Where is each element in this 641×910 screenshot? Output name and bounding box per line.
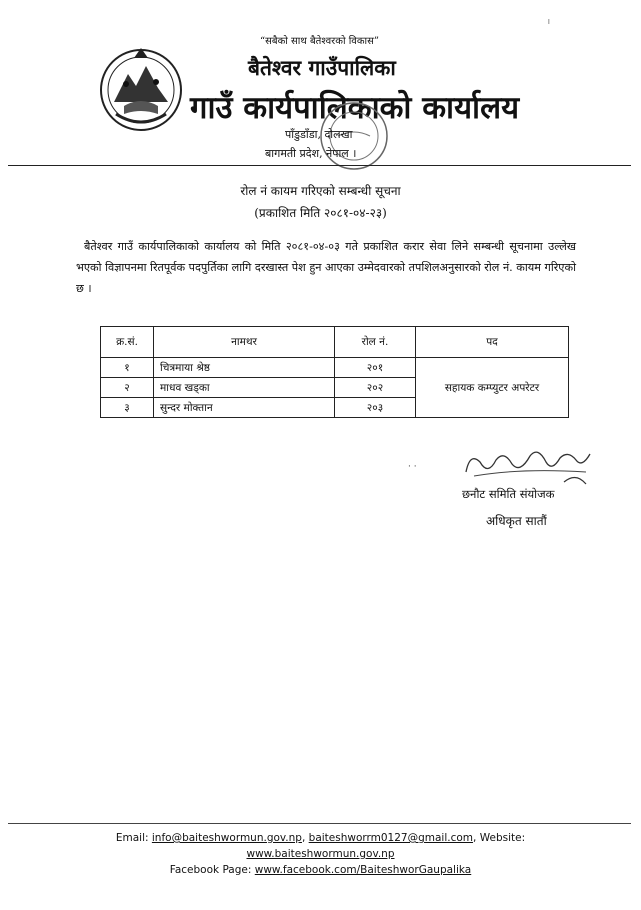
table-header-row bbox=[101, 327, 569, 358]
facebook-label: Facebook Page: bbox=[169, 864, 252, 876]
office-name: बैतेश्वर गाउँपालिका bbox=[248, 55, 396, 80]
row-serial: ३ bbox=[101, 398, 154, 418]
table-row bbox=[101, 358, 569, 378]
roll-number-table bbox=[100, 326, 569, 418]
website-link[interactable]: www.baiteshwormun.gov.np bbox=[246, 848, 395, 860]
header-divider bbox=[8, 165, 631, 166]
header-roll: रोल नं. bbox=[335, 327, 416, 358]
row-serial: १ bbox=[101, 358, 154, 378]
row-roll: २०३ bbox=[335, 398, 416, 418]
header-name: नामथर bbox=[154, 327, 335, 358]
signature-title: छनौट समिति संयोजक bbox=[462, 487, 555, 501]
notice-title: रोल नं कायम गरिएको सम्बन्धी सूचना bbox=[240, 184, 401, 198]
row-name: चित्रमाया श्रेष्ठ bbox=[154, 358, 335, 378]
signature-icon bbox=[460, 442, 600, 490]
header-post: पद bbox=[416, 327, 569, 358]
row-post: सहायक कम्प्युटर अपरेटर bbox=[416, 358, 569, 418]
footer-line-2 bbox=[0, 846, 641, 862]
row-name: सुन्दर मोक्तान bbox=[154, 398, 335, 418]
signature-name: अधिकृत सातौं bbox=[486, 514, 547, 528]
row-serial: २ bbox=[101, 378, 154, 398]
email-label: Email: bbox=[115, 832, 149, 844]
footer-divider bbox=[8, 823, 631, 824]
header-serial: क्र.सं. bbox=[101, 327, 154, 358]
row-name: माधव खड्का bbox=[154, 378, 335, 398]
signature-dots: · · bbox=[408, 462, 417, 472]
address: पाँडुडाँडा, दोलखा bbox=[285, 128, 353, 141]
footer-line-1: Email: info@baiteshwormun.gov.np, baiteshworrm0127@gmail.com, Website: bbox=[115, 832, 526, 844]
corner-mark: । bbox=[547, 17, 551, 26]
office-title: गाउँ कार्यपालिकाको कार्यालय bbox=[190, 90, 520, 126]
notice-published-date: (प्रकाशित मिति २०८१-०४-२३) bbox=[254, 206, 387, 220]
footer-line-3 bbox=[0, 862, 641, 878]
province: बागमती प्रदेश, नेपाल । bbox=[265, 147, 357, 160]
nepal-emblem-icon bbox=[96, 44, 186, 134]
facebook-link[interactable]: www.facebook.com/BaiteshworGaupalika bbox=[254, 864, 472, 876]
website-label: Website: bbox=[479, 832, 526, 844]
slogan: “सबैको साथ बैतेश्वरको विकास” bbox=[260, 36, 380, 47]
email-link-1[interactable]: info@baiteshwormun.gov.np bbox=[151, 832, 302, 844]
row-roll: २०१ bbox=[335, 358, 416, 378]
footer bbox=[0, 830, 641, 878]
email-link-2[interactable]: baiteshworrm0127@gmail.com bbox=[308, 832, 474, 844]
notice-body: बैतेश्वर गाउँ कार्यपालिकाको कार्यालय को मिति २०८१-०४-०३ गते प्रकाशित करार सेवा लिने सम्बन्धी सूचनामा उल्लेख भएको विज्ञापनमा रितपूर्वक पदपुर्तिका लागि दरखास्त पेश हुन आएका उम्मेदवारको तपशिलअनुसारको रोल नं. कायम गरिएको छ । bbox=[76, 240, 576, 295]
row-roll: २०२ bbox=[335, 378, 416, 398]
